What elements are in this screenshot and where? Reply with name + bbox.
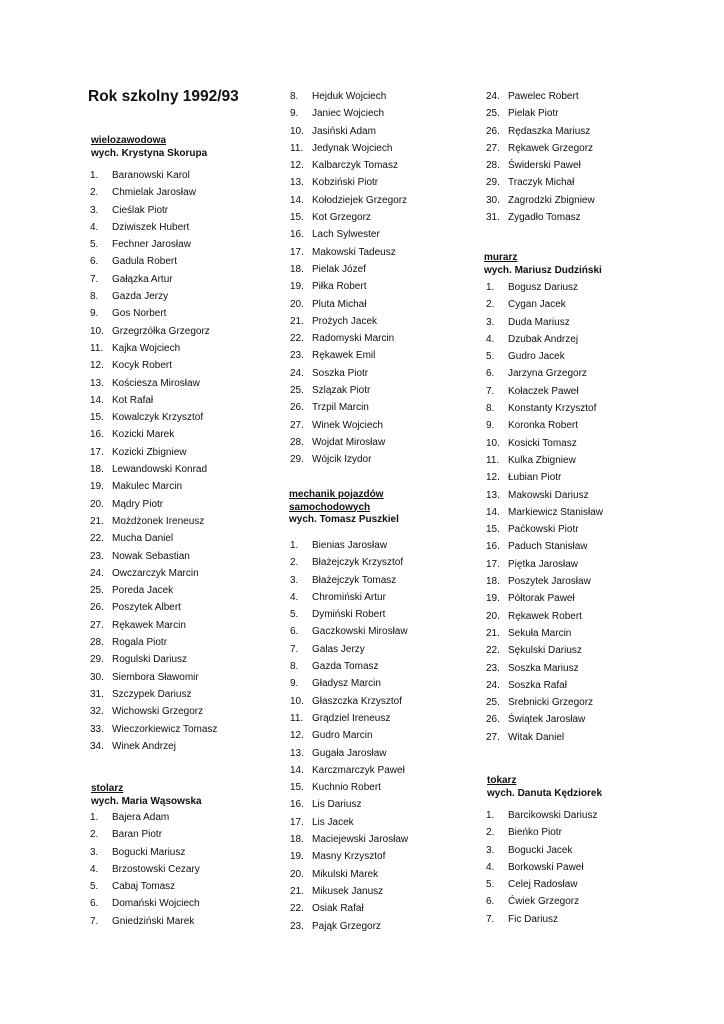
item-number: 6. (290, 626, 299, 638)
item-number: 34. (90, 740, 104, 752)
item-number: 17. (290, 816, 304, 828)
section-name: wielozawodowa (91, 135, 167, 146)
student-name: Kołaczek Paweł (508, 385, 579, 397)
section-header-stolarz (91, 783, 202, 808)
student-name: Winek Wojciech (312, 419, 383, 431)
student-name: Makowski Dariusz (508, 489, 589, 501)
item-number: 19. (290, 281, 304, 293)
student-name: Piętka Jarosław (508, 558, 579, 570)
student-name: Wieczorkiewicz Tomasz (112, 723, 218, 735)
student-name: Brzostowski Cezary (112, 863, 200, 875)
student-name: Wojdat Mirosław (312, 436, 386, 448)
item-number: 21. (290, 315, 304, 327)
student-name: Kot Rafał (112, 394, 154, 406)
item-number: 4. (486, 333, 495, 345)
item-number: 10. (90, 325, 104, 337)
item-number: 1. (290, 540, 299, 551)
student-name: Koronka Robert (508, 420, 579, 432)
section-name: tokarz (487, 775, 517, 786)
student-name: Duda Mariusz (508, 316, 570, 328)
item-number: 5. (90, 881, 99, 893)
item-number: 19. (90, 481, 104, 493)
student-name: Kozicki Zbigniew (112, 446, 187, 458)
item-number: 10. (290, 695, 304, 707)
student-name: Bieńko Piotr (508, 827, 562, 839)
item-number: 13. (290, 747, 304, 759)
student-name: Błażejczyk Tomasz (312, 574, 397, 586)
student-name: Kołodziejek Grzegorz (312, 194, 408, 206)
student-name: Cabaj Tomasz (112, 881, 176, 893)
item-number: 18. (90, 464, 104, 476)
item-number: 24. (486, 679, 500, 691)
student-name: Lis Jacek (312, 816, 354, 828)
item-number: 31. (486, 212, 500, 224)
item-number: 18. (290, 263, 304, 275)
item-number: 19. (290, 851, 304, 863)
item-number: 14. (90, 394, 104, 406)
student-name: Maciejewski Jarosław (312, 834, 409, 846)
student-name: Ćwiek Grzegorz (508, 896, 580, 908)
student-name: Celej Radosław (508, 879, 578, 891)
student-name: Poszytek Jarosław (508, 576, 591, 588)
student-name: Pielak Józef (312, 263, 366, 275)
student-name: Paduch Stanisław (508, 541, 588, 553)
item-number: 16. (290, 799, 304, 811)
item-number: 1. (90, 170, 99, 181)
item-number: 13. (290, 177, 304, 189)
student-name: Pawelec Robert (508, 91, 579, 102)
item-number: 25. (290, 385, 304, 397)
student-name: Srebnicki Grzegorz (508, 697, 594, 709)
section-name: murarz (484, 252, 518, 263)
student-name: Soszka Rafał (508, 679, 567, 691)
student-name: Gudro Jacek (508, 351, 565, 363)
item-number: 23. (290, 920, 304, 932)
item-number: 5. (90, 239, 99, 251)
student-name: Kosicki Tomasz (508, 437, 577, 449)
student-name: Kalbarczyk Tomasz (312, 160, 398, 172)
student-name: Gazda Tomasz (312, 661, 379, 673)
student-name: Kozicki Marek (112, 429, 175, 441)
section-teacher: wych. Krystyna Skorupa (91, 147, 208, 159)
item-number: 12. (90, 360, 104, 372)
item-number: 5. (486, 879, 495, 891)
item-number: 4. (90, 221, 99, 233)
page-title: Rok szkolny 1992/93 (88, 88, 239, 105)
item-number: 12. (290, 730, 304, 742)
item-number: 2. (486, 299, 495, 311)
item-number: 7. (90, 273, 99, 285)
item-number: 8. (290, 91, 299, 102)
item-number: 2. (290, 557, 299, 569)
student-name: Kobziński Piotr (312, 177, 379, 189)
student-name: Gadula Robert (112, 256, 178, 268)
item-number: 29. (486, 177, 500, 189)
student-name: Lach Sylwester (312, 229, 380, 241)
item-number: 26. (90, 602, 104, 614)
section-name-line1: mechanik pojazdów (289, 489, 384, 500)
item-number: 26. (486, 125, 500, 137)
student-name: Soszka Mariusz (508, 662, 579, 674)
item-number: 4. (290, 591, 299, 603)
student-name: Wichowski Grzegorz (112, 706, 204, 718)
student-name: Dzubak Andrzej (508, 333, 579, 345)
item-number: 15. (290, 782, 304, 794)
student-name: Gugała Jarosław (312, 747, 387, 759)
student-name: Błażejczyk Krzysztof (312, 557, 404, 569)
student-name: Kajka Wojciech (112, 342, 181, 354)
item-number: 10. (290, 125, 304, 137)
student-name: Owczarczyk Marcin (112, 567, 199, 579)
item-number: 19. (486, 593, 500, 605)
item-number: 21. (90, 515, 104, 527)
student-name: Dziwiszek Hubert (112, 221, 190, 233)
student-name: Barcikowski Dariusz (508, 810, 598, 821)
item-number: 17. (486, 558, 500, 570)
student-name: Grzegrzółka Grzegorz (112, 325, 210, 337)
student-name: Mikulski Marek (312, 868, 379, 880)
item-number: 12. (290, 160, 304, 172)
student-name: Rędaszka Mariusz (508, 125, 591, 137)
item-number: 28. (486, 160, 500, 172)
item-number: 15. (90, 412, 104, 424)
student-name: Zygadło Tomasz (508, 212, 581, 224)
student-name: Baranowski Karol (112, 170, 190, 181)
item-number: 33. (90, 723, 104, 735)
student-name: Cieślak Piotr (112, 204, 169, 216)
item-number: 3. (290, 574, 299, 586)
student-name: Kulka Zbigniew (508, 454, 576, 466)
student-name: Prożych Jacek (312, 315, 378, 327)
item-number: 26. (486, 714, 500, 726)
item-number: 28. (290, 436, 304, 448)
item-number: 25. (90, 585, 104, 597)
item-number: 7. (486, 913, 495, 925)
student-name: Osiak Rafał (312, 903, 364, 915)
item-number: 24. (290, 367, 304, 379)
item-number: 3. (90, 846, 99, 858)
item-number: 30. (486, 194, 500, 206)
item-number: 25. (486, 108, 500, 120)
student-name: Rękawek Emil (312, 350, 376, 362)
item-number: 12. (486, 472, 500, 484)
student-name: Rękawek Marcin (112, 619, 186, 631)
student-name: Bogucki Jacek (508, 844, 573, 856)
student-name: Gos Norbert (112, 308, 167, 320)
student-name: Możdżonek Ireneusz (112, 515, 205, 527)
item-number: 26. (290, 402, 304, 414)
item-number: 28. (90, 637, 104, 649)
item-number: 13. (90, 377, 104, 389)
student-name: Fic Dariusz (508, 913, 559, 925)
item-number: 17. (290, 246, 304, 258)
student-name: Winek Andrzej (112, 740, 176, 752)
item-number: 3. (486, 844, 495, 856)
item-number: 16. (290, 229, 304, 241)
student-name: Mikusek Janusz (312, 885, 384, 897)
item-number: 31. (90, 688, 104, 700)
item-number: 14. (486, 506, 500, 518)
item-number: 23. (90, 550, 104, 562)
student-name: Pielak Piotr (508, 108, 559, 120)
item-number: 5. (290, 609, 299, 621)
item-number: 27. (90, 619, 104, 631)
student-name: Jarzyna Grzegorz (508, 368, 587, 380)
student-name: Kowalczyk Krzysztof (112, 412, 204, 424)
item-number: 11. (486, 454, 500, 466)
item-number: 27. (486, 731, 500, 743)
section-header-murarz (484, 252, 602, 277)
student-name: Jedynak Wojciech (312, 142, 393, 154)
item-number: 9. (290, 678, 299, 690)
item-number: 14. (290, 764, 304, 776)
student-name: Gniedziński Marek (112, 915, 195, 927)
item-number: 2. (486, 827, 495, 839)
item-number: 11. (290, 712, 304, 724)
item-number: 20. (290, 868, 304, 880)
item-number: 22. (290, 903, 304, 915)
item-number: 8. (290, 661, 299, 673)
student-name: Rękawek Robert (508, 610, 582, 622)
item-number: 21. (290, 885, 304, 897)
student-name: Makowski Tadeusz (312, 246, 396, 258)
item-number: 13. (486, 489, 500, 501)
item-number: 14. (290, 194, 304, 206)
item-number: 8. (90, 291, 99, 303)
student-name: Kościesza Mirosław (112, 377, 200, 389)
student-name: Rękawek Grzegorz (508, 142, 594, 154)
item-number: 18. (486, 576, 500, 588)
item-number: 24. (90, 567, 104, 579)
item-number: 3. (90, 204, 99, 216)
student-name: Chmielak Jarosław (112, 187, 196, 199)
item-number: 15. (290, 212, 304, 224)
student-name: Bogusz Dariusz (508, 282, 579, 293)
student-name: Paćkowski Piotr (508, 524, 579, 536)
item-number: 6. (486, 368, 495, 380)
student-name: Piłka Robert (312, 281, 367, 293)
student-name: Domański Wojciech (112, 898, 200, 910)
section-header-wielozawodowa (91, 135, 207, 160)
student-name: Borkowski Paweł (508, 861, 584, 873)
student-name: Zagrodzki Zbigniew (508, 194, 595, 206)
student-name: Bajera Adam (112, 812, 170, 823)
item-number: 11. (90, 342, 104, 354)
item-number: 9. (486, 420, 495, 432)
student-name: Szlązak Piotr (312, 385, 371, 397)
item-number: 23. (486, 662, 500, 674)
item-number: 9. (90, 308, 99, 320)
student-name: Cygan Jacek (508, 299, 566, 311)
item-number: 9. (290, 108, 299, 120)
student-name: Poszytek Albert (112, 602, 181, 614)
item-number: 29. (90, 654, 104, 666)
item-number: 29. (290, 454, 304, 466)
student-name: Grądziel Ireneusz (312, 712, 391, 724)
student-name: Szczypek Dariusz (112, 688, 192, 700)
student-name: Rogala Piotr (112, 637, 168, 649)
student-name: Gaczkowski Mirosław (312, 626, 408, 638)
item-number: 20. (290, 298, 304, 310)
student-name: Karczmarczyk Paweł (312, 764, 405, 776)
student-name: Gałązka Artur (112, 273, 173, 285)
item-number: 27. (290, 419, 304, 431)
item-number: 21. (486, 627, 500, 639)
student-name: Pająk Grzegorz (312, 920, 381, 932)
item-number: 10. (486, 437, 500, 449)
student-name: Pluta Michał (312, 298, 367, 310)
item-number: 7. (90, 915, 99, 927)
item-number: 2. (90, 829, 99, 841)
item-number: 32. (90, 706, 104, 718)
item-number: 23. (290, 350, 304, 362)
student-name: Markiewicz Stanisław (508, 506, 604, 518)
student-name: Łubian Piotr (508, 472, 562, 484)
student-name: Jasiński Adam (312, 125, 376, 137)
item-number: 6. (90, 256, 99, 268)
student-name: Kot Grzegorz (312, 212, 371, 224)
item-number: 16. (486, 541, 500, 553)
item-number: 22. (90, 533, 104, 545)
item-number: 18. (290, 834, 304, 846)
item-number: 16. (90, 429, 104, 441)
item-number: 24. (486, 91, 500, 102)
item-number: 1. (90, 812, 99, 823)
student-name: Dymiński Robert (312, 609, 386, 621)
student-name: Gazda Jerzy (112, 291, 169, 303)
item-number: 8. (486, 403, 495, 415)
student-name: Radomyski Marcin (312, 333, 395, 345)
student-name: Bienias Jarosław (312, 540, 388, 551)
student-name: Kocyk Robert (112, 360, 173, 372)
student-name: Głaszczka Krzysztof (312, 695, 403, 707)
item-number: 6. (486, 896, 495, 908)
student-name: Chromiński Artur (312, 591, 386, 603)
item-number: 25. (486, 697, 500, 709)
student-name: Gładysz Marcin (312, 678, 381, 690)
item-number: 7. (486, 385, 495, 397)
item-number: 20. (90, 498, 104, 510)
student-name: Baran Piotr (112, 829, 163, 841)
student-name: Traczyk Michał (508, 177, 575, 189)
student-name: Janiec Wojciech (312, 108, 385, 120)
item-number: 2. (90, 187, 99, 199)
item-number: 4. (90, 863, 99, 875)
student-name: Mucha Daniel (112, 533, 174, 545)
student-name: Soszka Piotr (312, 367, 369, 379)
student-name: Kuchnio Robert (312, 782, 381, 794)
item-number: 20. (486, 610, 500, 622)
item-number: 22. (290, 333, 304, 345)
student-name: Siembora Sławomir (112, 671, 199, 683)
student-name: Sekuła Marcin (508, 627, 572, 639)
section-header-tokarz (487, 775, 602, 800)
student-name: Hejduk Wojciech (312, 91, 387, 102)
student-name: Rogulski Dariusz (112, 654, 188, 666)
student-name: Sękulski Dariusz (508, 645, 582, 657)
section-teacher: wych. Mariusz Dudziński (484, 264, 602, 276)
student-name: Półtorak Paweł (508, 593, 575, 605)
item-number: 5. (486, 351, 495, 363)
section-teacher: wych. Danuta Kędziorek (487, 787, 603, 799)
section-name-line2: samochodowych (289, 501, 371, 513)
section-header-mechanik (289, 489, 399, 527)
student-name: Masny Krzysztof (312, 851, 386, 863)
student-name: Mądry Piotr (112, 498, 164, 510)
student-name: Konstanty Krzysztof (508, 403, 597, 415)
student-name: Lis Dariusz (312, 799, 362, 811)
item-number: 11. (290, 142, 304, 154)
student-name: Poreda Jacek (112, 585, 174, 597)
item-number: 1. (486, 810, 495, 821)
item-number: 4. (486, 861, 495, 873)
student-name: Fechner Jarosław (112, 239, 191, 251)
student-name: Gudro Marcin (312, 730, 373, 742)
item-number: 30. (90, 671, 104, 683)
item-number: 22. (486, 645, 500, 657)
section-name: stolarz (91, 783, 124, 794)
item-number: 17. (90, 446, 104, 458)
student-name: Nowak Sebastian (112, 550, 190, 562)
student-name: Bogucki Mariusz (112, 846, 186, 858)
item-number: 3. (486, 316, 495, 328)
item-number: 1. (486, 282, 495, 293)
student-name: Świderski Paweł (508, 160, 581, 172)
item-number: 6. (90, 898, 99, 910)
student-name: Świątek Jarosław (508, 714, 586, 726)
item-number: 15. (486, 524, 500, 536)
section-teacher: wych. Tomasz Puszkiel (289, 514, 399, 525)
student-name: Makulec Marcin (112, 481, 183, 493)
student-name: Wójcik Izydor (312, 454, 372, 466)
item-number: 7. (290, 643, 299, 655)
student-name: Lewandowski Konrad (112, 464, 208, 476)
section-teacher: wych. Maria Wąsowska (91, 795, 202, 807)
student-name: Galas Jerzy (312, 643, 365, 655)
student-name: Witak Daniel (508, 731, 565, 743)
item-number: 27. (486, 142, 500, 154)
student-name: Trzpil Marcin (312, 402, 369, 414)
